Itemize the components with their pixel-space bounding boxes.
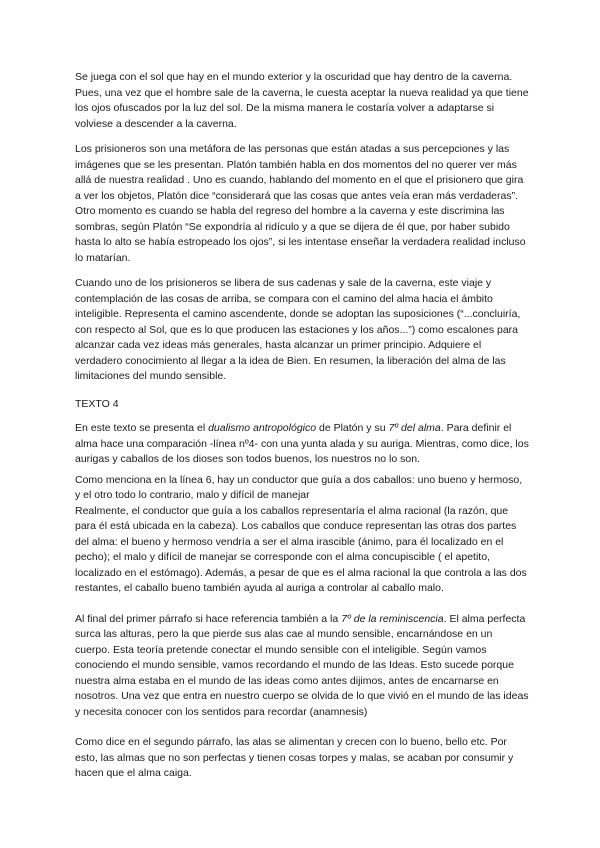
paragraph-charioteer: Como menciona en la línea 6, hay un conductor que guía a dos caballos: uno bueno y hermoso, y el otro todo lo contrario, malo y difícil de manejar	[75, 473, 523, 501]
paragraph-dualism	[75, 421, 530, 468]
soul-term: 7º del alma	[388, 422, 441, 434]
reminiscence-text-pre: Al final del primer párrafo si hace referencia también a la	[75, 612, 342, 625]
dualism-text-post: . Para definir el alma hace una comparación -línea nº4- con una yunta alada y su auriga. Mientras, como dice, los aurigas y caballos de los dioses son todos buenos, los nuestros no lo son.	[75, 422, 529, 465]
dualism-text-mid: de Platón y su	[316, 422, 389, 434]
reminiscence-term: 7º de la reminiscencia	[341, 612, 444, 625]
paragraph-liberation: Cuando uno de los prisioneros se libera de sus cadenas y sale de la caverna, este viaje y contemplación de las cosas de arriba, se compara con el camino del alma hacia el ámbito inteligible. Representa el camino ascendente, donde se adoptan las suposiciones (“...concluiría, con respecto al Sol, que es lo que producen las estaciones y los años...”) como escalones para alcanzar cada vez ideas más generales, hasta alcanzar un primer principio. Adquiere el verdadero conocimiento al llegar a la idea de Bien. En resumen, la liberación del alma de las limitaciones del mundo sensible.	[75, 277, 521, 382]
paragraph-soul-parts: Realmente, el conductor que guía a los caballos representaría el alma racional (la razón, que para él está ubicada en la cabeza). Los caballos que conduce representan las otras dos partes del alma: el bueno y hermoso vendría a ser el alma irascible (ánimo, para él localizado en el pecho); el malo y difícil de manejar se corresponde con el alma concupiscible ( el apetito, localizado en el estómago). Además, a pesar de que es el alma racional la que controla a las dos restantes, el caballo bueno también ayuda al auriga a controlar al caballo malo.	[75, 504, 527, 594]
section-heading-texto-4: TEXTO 4	[75, 397, 119, 410]
paragraph-wings: Como dice en el segundo párrafo, las alas se alimentan y crecen con lo bueno, bello etc. Por esto, las almas que no son perfectas y tienen cosas torpes y malas, se acaban por consumir y hacen que el alma caiga.	[75, 736, 514, 779]
dualism-term: dualismo antropológico	[208, 422, 317, 434]
paragraph-reminiscence	[75, 612, 530, 721]
paragraph-cave-light: Se juega con el sol que hay en el mundo exterior y la oscuridad que hay dentro de la caverna. Pues, una vez que el hombre sale de la caverna, le cuesta aceptar la nueva realidad ya que tiene los ojos ofuscados por la luz del sol. De la misma manera le costaría volver a adaptarse si volviese a descender a la caverna.	[75, 71, 529, 130]
dualism-text-pre: En este texto se presenta el	[75, 422, 209, 434]
paragraph-prisoners-metaphor: Los prisioneros son una metáfora de las personas que están atadas a sus percepciones y las imágenes que se les presentan. Platón también habla en dos momentos del no querer ver más allá de nuestra realidad . Uno es cuando, hablando del momento en el que el prisionero que gira a ver los objetos, Platón dice “considerará que las cosas que antes veía eran más verdaderas”. Otro momento es cuando se habla del regreso del hombre a la caverna y este discrimina las sombras, según Platón “Se expondría al ridículo y a que se dijera de él que, por haber subido hasta lo alto se había estropeado los ojos”, si les intentase enseñar la verdadera realidad incluso lo matarían.	[75, 143, 526, 264]
reminiscence-text-post: . El alma perfecta surca las alturas, pero la que pierde sus alas cae al mundo sensible, encarnándose en un cuerpo. Esta teoría pretende conectar el mundo sensible con el inteligible. Según vamos conociendo el mundo sensible, vamos recordando el mundo de las Ideas. Esto sucede porque nuestra alma estaba en el mundo de las ideas como antes dijimos, antes de encarnarse en nosotros. Una vez que entra en nuestro cuerpo se olvida de lo que vivió en el mundo de las ideas y necesita conocer con los sentidos para recordar (anamnesis)	[75, 612, 529, 718]
document-page	[75, 70, 530, 782]
